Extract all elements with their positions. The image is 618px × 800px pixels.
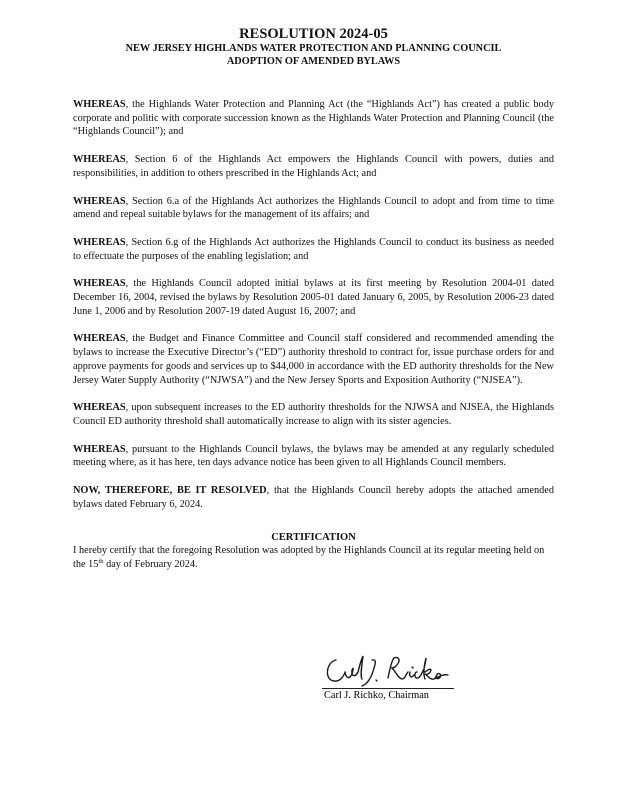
signature-script: Carl J. Richko xyxy=(322,650,328,651)
whereas-paragraph xyxy=(73,153,554,180)
clause-lead: WHEREAS xyxy=(73,236,126,248)
whereas-paragraph xyxy=(73,332,554,387)
whereas-paragraph xyxy=(73,195,554,222)
clause-lead: WHEREAS xyxy=(73,154,126,166)
resolved-paragraph xyxy=(73,484,554,511)
clause-text: , Section 6 of the Highlands Act empowers the Highlands Council with powers, duties and responsibilities, in addition to others prescribed in the Highlands Act; and xyxy=(73,154,554,179)
whereas-paragraph xyxy=(73,98,554,139)
resolution-body xyxy=(73,98,554,511)
clause-lead: WHEREAS xyxy=(73,333,126,345)
clause-lead: WHEREAS xyxy=(73,195,126,207)
certification-heading: CERTIFICATION xyxy=(271,532,356,544)
clause-text: , the Highlands Water Protection and Planning Act (the “Highlands Act”) has created a public body corporate and politic with corporate succession known as the Highlands Water Protection and Planning Council (the “Highlands Council”); and xyxy=(73,99,554,138)
certification-text-end: day of February 2024. xyxy=(103,559,198,571)
handwritten-signature xyxy=(322,650,454,690)
clause-text: , upon subsequent increases to the ED authority thresholds for the NJWSA and NJSEA, the Highlands Council ED authority threshold shall automatically increase to align with its sister agencies. xyxy=(73,402,554,427)
clause-text: , the Budget and Finance Committee and Council staff considered and recommended amending the bylaws to increase the Executive Director’s (“ED”) authority threshold to contract for, issue purchase orders for and approve payments for goods and services up to $44,000 in accordance with the ED authority thresholds for the New Jersey Water Supply Authority (“NJWSA”) and the New Jersey Sports and Exposition Authority (“NJSEA”). xyxy=(73,333,554,386)
clause-lead: WHEREAS xyxy=(73,443,126,455)
clause-text: , pursuant to the Highlands Council bylaws, the bylaws may be amended at any regularly scheduled meeting where, as it has here, ten days advance notice has been given to all Highlands Council members. xyxy=(73,443,554,469)
whereas-paragraph xyxy=(73,401,554,428)
council-name: NEW JERSEY HIGHLANDS WATER PROTECTION AND PLANNING COUNCIL xyxy=(125,43,502,54)
clause-text: , Section 6.a of the Highlands Act authorizes the Highlands Council to adopt and from time to time amend and repeal suitable bylaws for the management of its affairs; and xyxy=(73,195,554,221)
signature-line xyxy=(322,688,454,689)
clause-lead: WHEREAS xyxy=(73,99,126,110)
ordinal-suffix: th xyxy=(98,558,104,566)
clause-text: , that the Highlands Council hereby adopts the attached amended bylaws dated February 6, 2024. xyxy=(73,485,554,510)
certification-text xyxy=(73,544,554,571)
whereas-paragraph xyxy=(73,277,554,318)
clause-text: , Section 6.g of the Highlands Act authorizes the Highlands Council to conduct its business as needed to effectuate the purposes of the enabling legislation; and xyxy=(73,236,554,262)
certification-text-main: I hereby certify that the foregoing Resolution was adopted by the Highlands Council at its regular meeting held on the 15 xyxy=(73,545,545,571)
signature-block xyxy=(322,650,454,701)
signatory-name: Carl J. Richko, Chairman xyxy=(324,690,429,701)
whereas-paragraph xyxy=(73,443,554,470)
clause-lead: WHEREAS xyxy=(73,402,126,414)
clause-lead: WHEREAS xyxy=(73,278,126,290)
whereas-paragraph xyxy=(73,236,554,263)
clause-text: , the Highlands Council adopted initial bylaws at its first meeting by Resolution 2004-01 dated December 16, 2004, revised the bylaws by Resolution 2005-01 dated January 6, 2005, by Resolution 2006-23 dated June 1, 2006 and by Resolution 2007-19 dated August 16, 2007; and xyxy=(73,278,554,317)
resolution-subject: ADOPTION OF AMENDED BYLAWS xyxy=(226,55,401,67)
clause-lead: NOW, THEREFORE, BE IT RESOLVED xyxy=(73,485,267,497)
resolution-title: RESOLUTION 2024-05 xyxy=(239,26,388,42)
